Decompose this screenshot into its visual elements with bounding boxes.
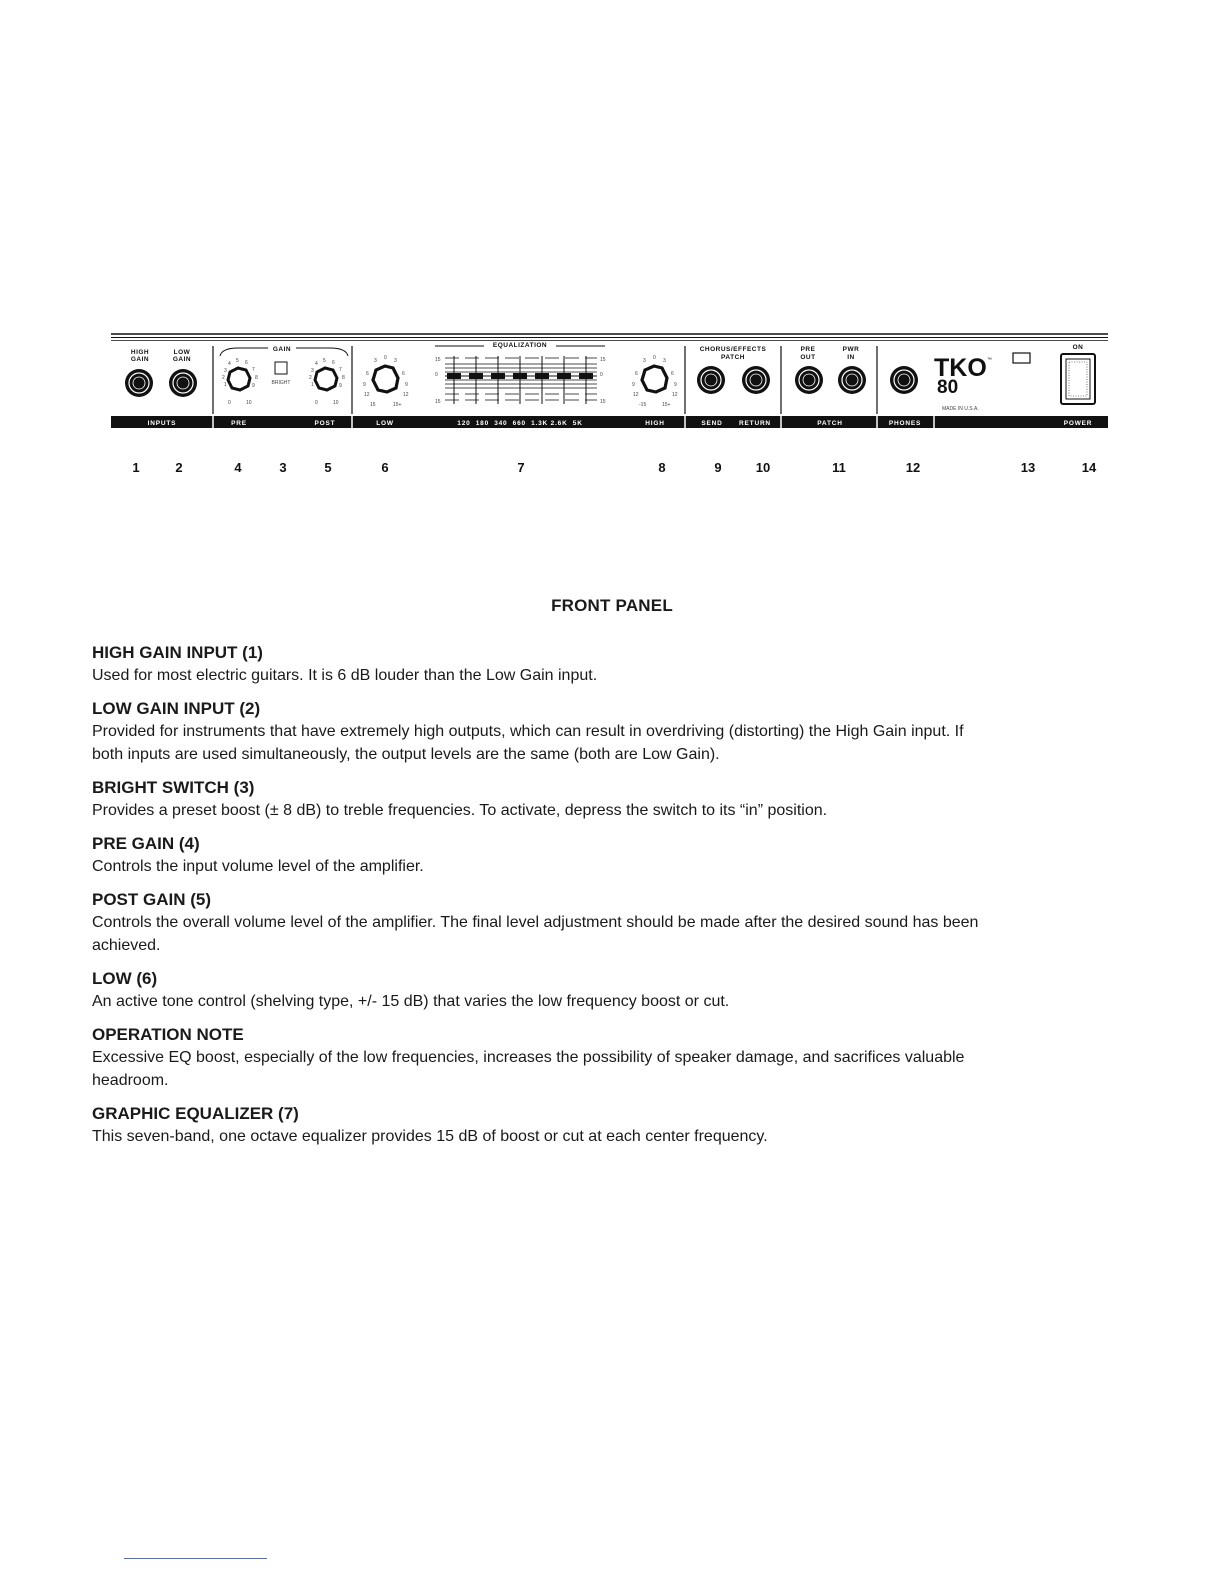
return-bar-label: RETURN	[739, 420, 771, 427]
callout-6: 6	[381, 460, 389, 475]
svg-text:10: 10	[333, 400, 339, 406]
svg-text:0: 0	[384, 355, 387, 361]
svg-text:2: 2	[309, 375, 312, 381]
high-gain-label-1: HIGH	[130, 349, 150, 356]
brand-logo: TKO	[934, 354, 987, 382]
section-post-gain	[92, 889, 1137, 957]
svg-text:9: 9	[252, 383, 255, 389]
callout-8: 8	[658, 460, 666, 475]
svg-text:3: 3	[224, 368, 227, 374]
power-switch[interactable]	[1061, 354, 1095, 404]
svg-text:4: 4	[315, 361, 318, 367]
high-gain-label-2: GAIN	[130, 356, 150, 363]
section-body-line: An active tone control (shelving type, +/- 15 dB) that varies the low frequency boost or cut.	[92, 993, 730, 1010]
svg-text:12: 12	[633, 392, 639, 398]
section-title: PRE GAIN (4)	[92, 834, 200, 853]
svg-text:12: 12	[672, 392, 678, 398]
svg-text:12: 12	[364, 392, 370, 398]
high-bar-label: HIGH	[645, 420, 665, 427]
svg-text:6: 6	[366, 371, 369, 377]
callout-7: 7	[517, 460, 525, 475]
graphic-equalizer[interactable]	[445, 356, 597, 404]
phones-jack[interactable]	[890, 366, 918, 394]
section-graphic-equalizer	[92, 1103, 1137, 1148]
callout-3: 3	[279, 460, 287, 475]
svg-text:5: 5	[323, 358, 326, 364]
section-body-line: This seven-band, one octave equalizer provides 15 dB of boost or cut at each center frequency.	[92, 1128, 768, 1145]
svg-text:2: 2	[222, 375, 225, 381]
made-in-label: MADE IN U.S.A.	[942, 406, 979, 412]
callout-10: 10	[755, 460, 771, 475]
page-heading: FRONT PANEL	[551, 596, 673, 615]
power-bar-label: POWER	[1063, 420, 1093, 427]
high-gain-input-jack[interactable]	[125, 369, 153, 397]
section-title: LOW (6)	[92, 969, 158, 988]
svg-text:6: 6	[245, 360, 248, 366]
return-jack[interactable]	[742, 366, 770, 394]
chorus-effects-label-2: PATCH	[721, 354, 745, 361]
pre-bar-label: PRE	[231, 420, 247, 427]
svg-text:9: 9	[674, 382, 677, 388]
svg-text:9: 9	[339, 383, 342, 389]
pre-gain-knob[interactable]	[228, 368, 250, 390]
low-gain-label-2: GAIN	[172, 356, 192, 363]
section-body-line: Provided for instruments that have extremely high outputs, which can result in overdriving (distorting) the High Gain input. If	[92, 723, 964, 740]
svg-text:7: 7	[252, 367, 255, 373]
section-pre-gain	[92, 833, 1137, 878]
svg-text:1: 1	[311, 382, 314, 388]
footer-rule	[124, 1558, 267, 1559]
svg-text:15+: 15+	[393, 402, 402, 408]
power-indicator-light	[1013, 353, 1030, 363]
section-body-line: Controls the overall volume level of the amplifier. The final level adjustment should be made after the desired sound has been	[92, 914, 979, 931]
trademark-icon: ™	[987, 357, 992, 363]
svg-text:3: 3	[374, 358, 377, 364]
svg-text:6: 6	[332, 360, 335, 366]
section-list	[92, 642, 1137, 1159]
svg-text:15: 15	[600, 399, 606, 405]
on-label: ON	[1072, 344, 1084, 351]
svg-text:15: 15	[370, 402, 376, 408]
svg-text:1: 1	[224, 382, 227, 388]
svg-text:6: 6	[635, 371, 638, 377]
callout-5: 5	[324, 460, 332, 475]
svg-text:0: 0	[435, 372, 438, 378]
section-title: LOW GAIN INPUT (2)	[92, 699, 261, 718]
low-gain-label-1: LOW	[173, 349, 191, 356]
callout-9: 9	[714, 460, 722, 475]
callout-13: 13	[1020, 460, 1036, 475]
section-body-line: Excessive EQ boost, especially of the low frequencies, increases the possibility of speaker damage, and sacrifices valuable	[92, 1049, 965, 1066]
high-knob[interactable]	[642, 366, 667, 392]
low-knob[interactable]	[373, 366, 398, 392]
front-panel-svg	[108, 328, 1113, 438]
section-body-line: achieved.	[92, 937, 161, 954]
svg-text:4: 4	[228, 361, 231, 367]
section-bright-switch	[92, 777, 1137, 822]
section-body-line: Controls the input volume level of the amplifier.	[92, 858, 424, 875]
svg-text:15: 15	[435, 399, 441, 405]
svg-text:0: 0	[653, 355, 656, 361]
pre-out-jack[interactable]	[795, 366, 823, 394]
phones-bar-label: PHONES	[888, 420, 922, 427]
svg-text:6: 6	[402, 371, 405, 377]
patch-bar-label: PATCH	[817, 420, 843, 427]
equalization-label: EQUALIZATION	[492, 342, 548, 349]
callout-12: 12	[905, 460, 921, 475]
section-title: OPERATION NOTE	[92, 1025, 244, 1044]
eq-freqs-bar-label: 120 180 340 660 1.3K 2.6K 5K	[457, 420, 583, 427]
callout-4: 4	[234, 460, 242, 475]
section-title: BRIGHT SWITCH (3)	[92, 778, 255, 797]
section-low	[92, 968, 1137, 1013]
svg-text:12: 12	[403, 392, 409, 398]
svg-text:3: 3	[663, 358, 666, 364]
low-gain-input-jack[interactable]	[169, 369, 197, 397]
svg-text:8: 8	[342, 375, 345, 381]
section-title: HIGH GAIN INPUT (1)	[92, 643, 263, 662]
section-body-line: headroom.	[92, 1072, 169, 1089]
section-body-line: Provides a preset boost (± 8 dB) to treble frequencies. To activate, depress the switch to its “in” position.	[92, 802, 828, 819]
section-title: GRAPHIC EQUALIZER (7)	[92, 1104, 299, 1123]
pwr-in-label-1: PWR	[842, 346, 860, 353]
svg-text:0: 0	[228, 400, 231, 406]
svg-text:0: 0	[315, 400, 318, 406]
section-body-line: both inputs are used simultaneously, the output levels are the same (both are Low Gain).	[92, 746, 720, 763]
svg-text:15: 15	[600, 357, 606, 363]
svg-text:0: 0	[600, 372, 603, 378]
model-logo: 80	[937, 377, 959, 398]
pre-out-label-2: OUT	[800, 354, 816, 361]
bright-switch[interactable]	[275, 362, 287, 374]
low-bar-label: LOW	[376, 420, 394, 427]
section-high-gain-input	[92, 642, 1137, 687]
callout-11: 11	[832, 460, 846, 475]
callout-1: 1	[132, 460, 140, 475]
svg-text:3: 3	[643, 358, 646, 364]
svg-text:10: 10	[246, 400, 252, 406]
post-bar-label: POST	[314, 420, 336, 427]
svg-text:15+: 15+	[662, 402, 671, 408]
callout-14: 14	[1081, 460, 1097, 475]
section-title: POST GAIN (5)	[92, 890, 212, 909]
svg-text:9: 9	[363, 382, 366, 388]
send-jack[interactable]	[697, 366, 725, 394]
svg-text:-15: -15	[639, 402, 647, 408]
section-body-line: Used for most electric guitars. It is 6 dB louder than the Low Gain input.	[92, 667, 598, 684]
svg-text:7: 7	[339, 367, 342, 373]
section-operation-note	[92, 1024, 1137, 1092]
pwr-in-jack[interactable]	[838, 366, 866, 394]
section-low-gain-input	[92, 698, 1137, 766]
bright-label: BRIGHT	[271, 380, 291, 386]
svg-text:9: 9	[632, 382, 635, 388]
svg-text:9: 9	[405, 382, 408, 388]
pwr-in-label-2: IN	[847, 354, 855, 361]
svg-text:3: 3	[311, 368, 314, 374]
svg-text:8: 8	[255, 375, 258, 381]
svg-text:15: 15	[435, 357, 441, 363]
callout-2: 2	[175, 460, 183, 475]
front-panel-diagram	[108, 328, 1113, 438]
svg-text:6: 6	[671, 371, 674, 377]
pre-out-label-1: PRE	[800, 346, 816, 353]
post-gain-knob[interactable]	[315, 368, 337, 390]
inputs-bar-label: INPUTS	[147, 420, 177, 427]
svg-text:3: 3	[394, 358, 397, 364]
chorus-effects-label-1: CHORUS/EFFECTS	[699, 346, 767, 353]
send-bar-label: SEND	[701, 420, 723, 427]
svg-text:5: 5	[236, 358, 239, 364]
gain-label: GAIN	[272, 346, 292, 353]
